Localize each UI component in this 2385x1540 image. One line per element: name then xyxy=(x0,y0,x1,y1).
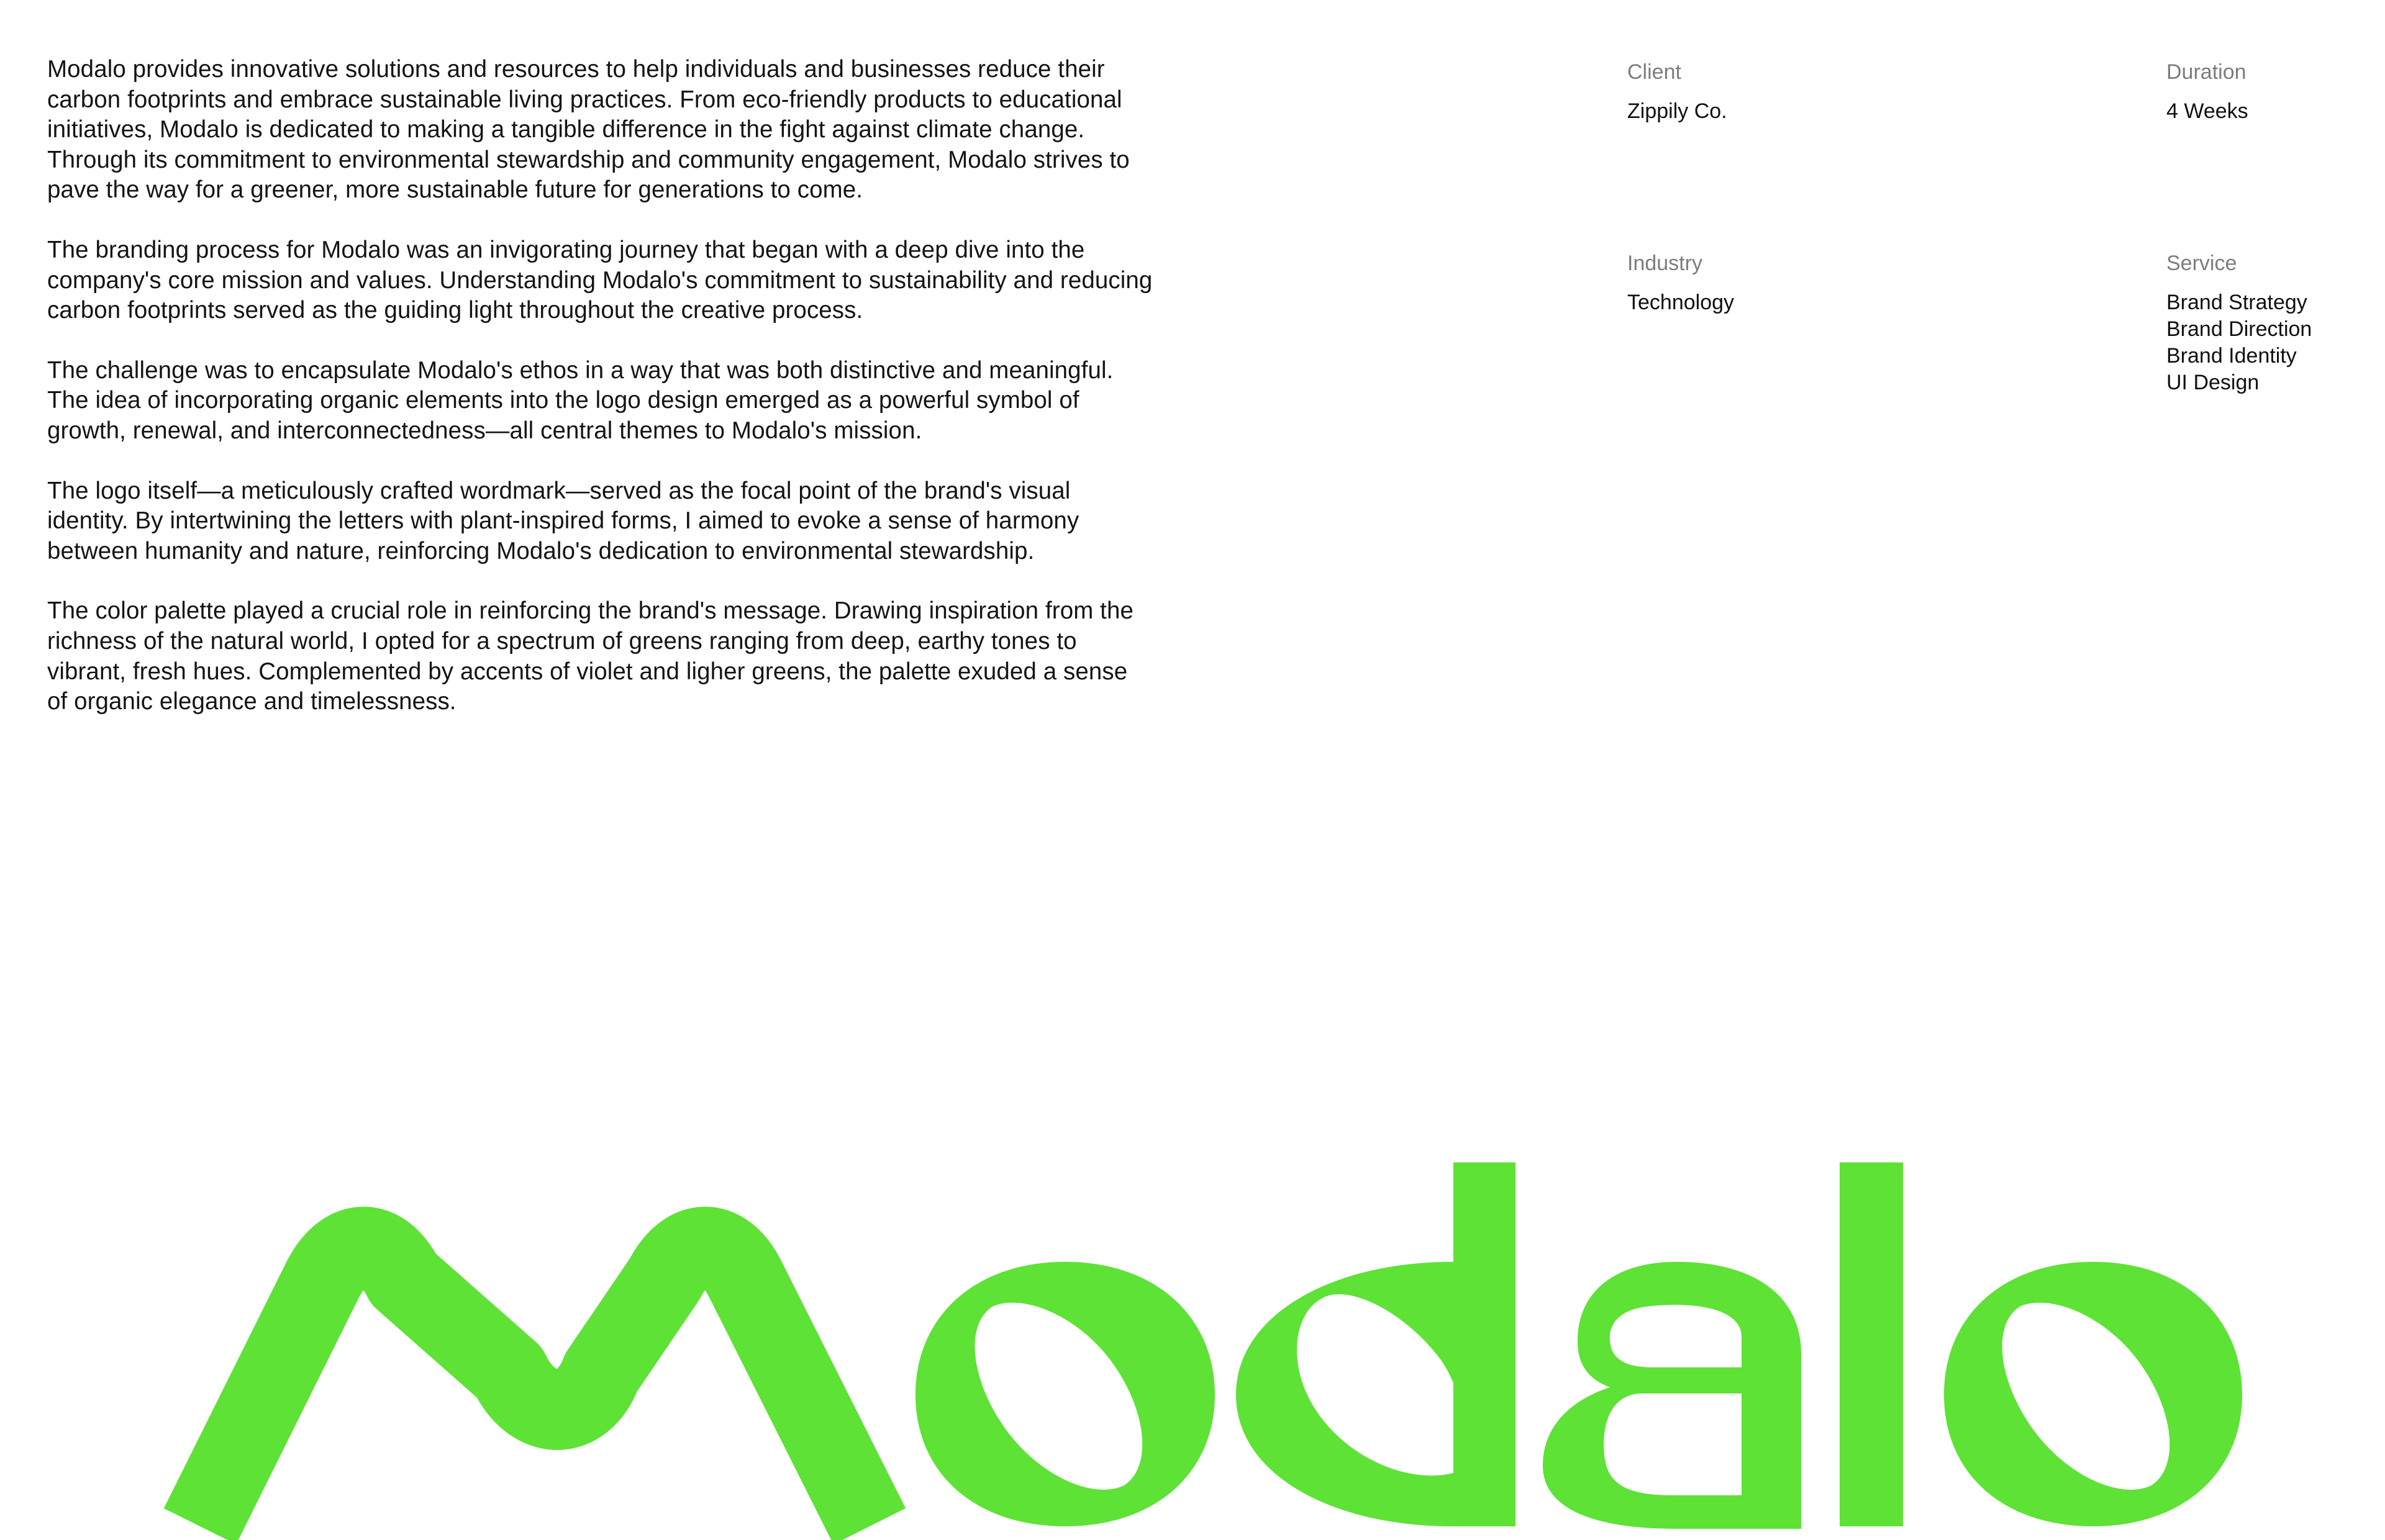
wordmark-letter-a xyxy=(1543,1262,1801,1529)
article-paragraph-5: The color palette played a crucial role in reinforcing the brand's message. Drawing inspiration from the richness of the natural world, I opted for a spectrum of greens ranging from deep, earthy tones to vibrant, fresh hues. Complemented by accents of violet and ligher greens, the palette exuded a sense of organic elegance and timelessness. xyxy=(47,597,1133,715)
meta-service-label: Service xyxy=(2166,251,2237,275)
meta-service xyxy=(2166,251,2312,396)
meta-industry-value: Technology xyxy=(1627,291,1735,314)
meta-duration-label: Duration xyxy=(2166,60,2246,84)
wordmark-letter-m xyxy=(200,1247,870,1526)
meta-industry xyxy=(1627,251,1734,316)
meta-duration-value: 4 Weeks xyxy=(2166,99,2248,123)
service-item-brand-strategy: Brand Strategy xyxy=(2166,291,2307,314)
article-paragraph-4: The logo itself—a meticulously crafted wordmark—served as the focal point of the brand's visual identity. By intertwining the letters with plant-inspired forms, I aimed to evoke a sense of harmony between humanity and nature, reinforcing Modalo's dedication to environmental stewardship. xyxy=(47,477,1079,564)
project-meta xyxy=(1627,60,2360,407)
wordmark-letter-d-stem xyxy=(1453,1162,1515,1526)
service-item-brand-direction: Brand Direction xyxy=(2166,317,2312,341)
service-item-brand-identity: Brand Identity xyxy=(2166,344,2297,368)
modalo-wordmark-logo xyxy=(0,1118,2385,1540)
meta-duration xyxy=(2166,60,2248,125)
article-paragraph-1: Modalo provides innovative solutions and resources to help individuals and businesses reduce their carbon footprints and embrace sustainable living practices. From eco-friendly products to educational initiatives, Modalo is dedicated to making a tangible difference in the fight against climate change. Through its commitment to environmental stewardship and community engagement, Modalo strives to pave the way for a greener, more sustainable future for generations to come. xyxy=(47,56,1130,204)
wordmark-letter-o-2 xyxy=(1944,1262,2242,1526)
wordmark-letter-o-1 xyxy=(915,1262,1215,1526)
article-paragraph-2: The branding process for Modalo was an invigorating journey that began with a deep dive into the company's core mission and values. Understanding Modalo's commitment to sustainability and reducing carbon footprints served as the guiding light throughout the creative process. xyxy=(47,236,1153,324)
meta-client xyxy=(1627,60,1727,125)
meta-industry-label: Industry xyxy=(1627,251,1702,275)
meta-client-value: Zippily Co. xyxy=(1627,99,1727,123)
meta-client-label: Client xyxy=(1627,60,1681,84)
service-list xyxy=(2166,289,2312,396)
service-item-ui-design: UI Design xyxy=(2166,371,2260,394)
wordmark-letter-l xyxy=(1840,1162,1903,1526)
article-body xyxy=(47,55,1153,747)
article-paragraph-3: The challenge was to encapsulate Modalo's ethos in a way that was both distinctive and meaningful. The idea of incorporating organic elements into the logo design emerged as a powerful symbol of growth, renewal, and interconnectedness—all central themes to Modalo's mission. xyxy=(47,356,1114,444)
